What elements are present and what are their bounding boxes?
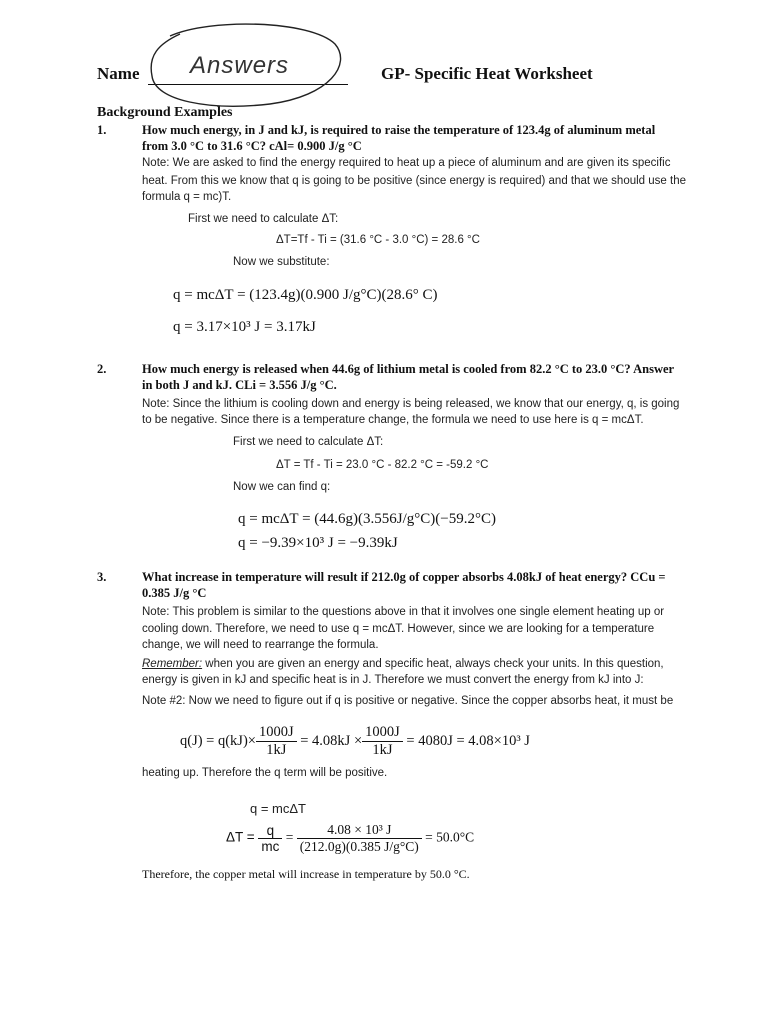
problem-3-note: cooling down. Therefore, we need to use q = mcΔT. However, since we are looking for a temperature [142,623,655,635]
problem-3-remember [142,658,664,670]
fraction-denominator: 1kJ [266,742,287,758]
problem-1-energy-equation: q = mcΔT = (123.4g)(0.900 J/g°C)(28.6° C) [173,287,438,303]
problem-2-answer: q = −9.39×10³ J = −9.39kJ [238,535,398,551]
problem-3-conversion-equation [180,724,530,759]
fraction-numerator: 4.08 × 10³ J [297,822,422,839]
problem-1-step: Now we substitute: [233,256,330,268]
worksheet-title: GP- Specific Heat Worksheet [381,64,593,83]
problem-1-note: heat. From this we know that q is going to be positive (since energy is required) and that we should use the [142,175,686,187]
fraction-denominator: (212.0g)(0.385 J/g°C) [299,839,419,854]
problem-1-step: First we need to calculate ΔT: [188,213,339,225]
problem-2-number: 2. [97,362,107,376]
dt-rhs: = 50.0°C [421,829,475,845]
problem-3-note: change, we will need to rearrange the formula. [142,639,379,651]
rearranged-fraction [258,823,282,854]
fraction-denominator: 1kJ [372,742,393,758]
problem-1-question: from 3.0 °C to 31.6 °C? cAl= 0.900 J/g °C [142,139,362,153]
problem-1-question: How much energy, in J and kJ, is required to raise the temperature of 123.4g of aluminum metal [142,123,656,137]
problem-3-question: 0.385 J/g °C [142,586,207,600]
problem-2-question: in both J and kJ. CLi = 3.556 J/g °C. [142,378,337,392]
conv-mid: = 4.08kJ × [296,732,363,749]
problem-1-note: formula q = mc)T. [142,191,232,203]
problem-2-question: How much energy is released when 44.6g of lithium metal is cooled from 82.2 °C to 23.0 °C? Answer [142,362,675,376]
problem-1-answer: q = 3.17×10³ J = 3.17kJ [173,319,316,335]
problem-3-number: 3. [97,570,107,584]
conversion-fraction [256,724,297,759]
problem-3-formula: q = mcΔT [250,801,306,816]
name-label: Name [97,64,140,83]
fraction-denominator: mc [261,839,280,854]
problem-3-conclusion: Therefore, the copper metal will increase in temperature by 50.0 °C. [142,867,470,881]
section-title: Background Examples [97,105,233,120]
problem-1-number: 1. [97,123,107,137]
problem-2-delta-t: ΔT = Tf - Ti = 23.0 °C - 82.2 °C = -59.2 °C [276,459,489,471]
problem-2-note: to be negative. Since there is a temperature change, the formula we need to use here is q = mcΔT. [142,414,644,426]
substituted-fraction [297,822,422,855]
problem-2-energy-equation: q = mcΔT = (44.6g)(3.556J/g°C)(−59.2°C) [238,511,496,527]
problem-3-note: Note: This problem is similar to the questions above in that it involves one single element heating up or [142,606,665,618]
fraction-numerator: 1000J [362,724,403,742]
conv-rhs: = 4080J = 4.08×10³ J [402,732,530,749]
problem-3-remember: energy is given in kJ and specific heat is in J. Therefore we must convert the energy from kJ into J: [142,674,644,686]
problem-1-delta-t: ΔT=Tf - Ti = (31.6 °C - 3.0 °C) = 28.6 °C [276,234,480,246]
problem-3-note-2: Note #2: Now we need to figure out if q is positive or negative. Since the copper absorbs heat, it must be [142,695,674,707]
problem-2-step: First we need to calculate ΔT: [233,436,384,448]
fraction-numerator: q [258,823,282,839]
dt-equals: = [282,829,297,845]
dt-lhs: ΔT = [226,829,259,845]
problem-3-heating: heating up. Therefore the q term will be positive. [142,767,388,779]
problem-2-note: Note: Since the lithium is cooling down and energy is being released, we know that our energy, q, is going [142,398,680,410]
problem-3-delta-t-equation [226,822,474,855]
name-answer: Answers [190,52,290,79]
problem-3-question: What increase in temperature will result if 212.0g of copper absorbs 4.08kJ of heat energy? CCu = [142,570,666,584]
conversion-fraction [362,724,403,759]
remember-label: Remember: [142,658,203,670]
fraction-numerator: 1000J [256,724,297,742]
remember-text: when you are given an energy and specific heat, always check your units. In this question, [202,658,664,670]
problem-1-note: Note: We are asked to find the energy required to heat up a piece of aluminum and are given its specific [142,157,671,169]
problem-2-step: Now we can find q: [233,481,331,493]
conv-lhs: q(J) = q(kJ)× [180,732,256,749]
